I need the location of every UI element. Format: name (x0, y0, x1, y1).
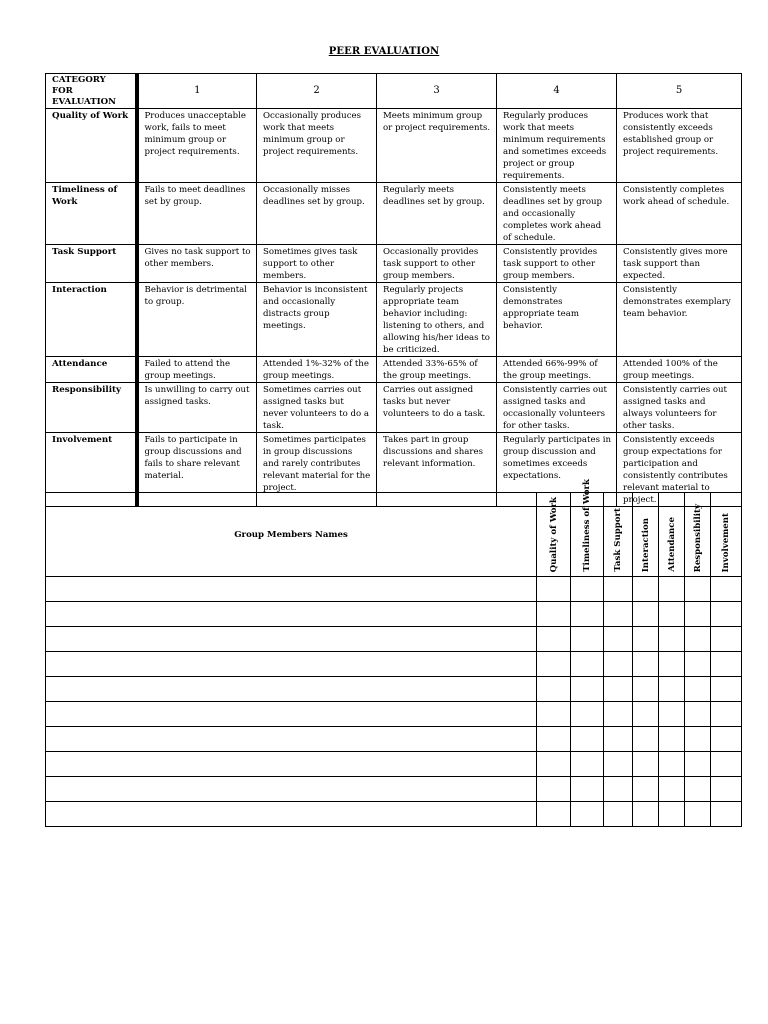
score-cell-attendance[interactable] (659, 702, 685, 727)
score-cell-task-support[interactable] (604, 752, 633, 777)
rubric-header-row (46, 74, 742, 109)
column-label: Task Support (613, 508, 623, 572)
member-row (46, 627, 742, 652)
score-cell-responsibility[interactable] (685, 677, 711, 702)
score-cell-responsibility[interactable] (685, 777, 711, 802)
category-label: Involvement (46, 433, 137, 507)
member-name-cell[interactable] (46, 702, 537, 727)
rubric-cell: Occasionally provides task support to other group members. (377, 245, 497, 283)
score-cell-involvement[interactable] (711, 702, 742, 727)
score-cell-interaction[interactable] (633, 602, 659, 627)
member-row (46, 677, 742, 702)
score-cell-timeliness-of-work[interactable] (571, 752, 604, 777)
column-header-task-support (604, 493, 633, 577)
score-header-2: 2 (257, 74, 377, 109)
member-name-cell[interactable] (46, 677, 537, 702)
score-cell-attendance[interactable] (659, 727, 685, 752)
score-cell-quality-of-work[interactable] (537, 777, 571, 802)
column-header-interaction (633, 493, 659, 577)
member-name-cell[interactable] (46, 652, 537, 677)
score-header-1: 1 (137, 74, 257, 109)
score-cell-timeliness-of-work[interactable] (571, 627, 604, 652)
member-name-cell[interactable] (46, 577, 537, 602)
member-row (46, 752, 742, 777)
rubric-cell: Fails to participate in group discussions and fails to share relevant material. (137, 433, 257, 507)
score-cell-timeliness-of-work[interactable] (571, 652, 604, 677)
score-cell-involvement[interactable] (711, 752, 742, 777)
score-cell-quality-of-work[interactable] (537, 577, 571, 602)
rubric-cell: Sometimes carries out assigned tasks but never volunteers to do a task. (257, 383, 377, 433)
rubric-cell: Behavior is detrimental to group. (137, 283, 257, 357)
column-label: Interaction (640, 517, 651, 572)
score-cell-responsibility[interactable] (685, 727, 711, 752)
score-cell-attendance[interactable] (659, 802, 685, 827)
score-cell-attendance[interactable] (659, 602, 685, 627)
rubric-cell: Gives no task support to other members. (137, 245, 257, 283)
score-cell-quality-of-work[interactable] (537, 602, 571, 627)
score-header-5: 5 (617, 74, 742, 109)
category-label: Attendance (46, 357, 137, 383)
rubric-row-timeliness-of-work (46, 183, 742, 245)
rubric-cell: Consistently meets deadlines set by group and occasionally completes work ahead of schedule. (497, 183, 617, 245)
category-label: Interaction (46, 283, 137, 357)
column-label: Timeliness of Work (582, 479, 592, 572)
score-cell-interaction[interactable] (633, 752, 659, 777)
category-label: Quality of Work (46, 109, 137, 183)
rubric-cell: Is unwilling to carry out assigned tasks. (137, 383, 257, 433)
rubric-cell: Occasionally produces work that meets minimum group or project requirements. (257, 109, 377, 183)
rubric-cell: Attended 1%-32% of the group meetings. (257, 357, 377, 383)
member-row (46, 602, 742, 627)
member-name-cell[interactable] (46, 727, 537, 752)
member-name-cell[interactable] (46, 777, 537, 802)
score-cell-involvement[interactable] (711, 777, 742, 802)
score-cell-quality-of-work[interactable] (537, 652, 571, 677)
rubric-cell: Occasionally misses deadlines set by group. (257, 183, 377, 245)
column-header-involvement (711, 493, 742, 577)
category-label: Timeliness of Work (46, 183, 137, 245)
rubric-cell: Consistently carries out assigned tasks and occasionally volunteers for other tasks. (497, 383, 617, 433)
member-row (46, 702, 742, 727)
rubric-cell: Consistently completes work ahead of schedule. (617, 183, 742, 245)
score-cell-quality-of-work[interactable] (537, 727, 571, 752)
score-cell-task-support[interactable] (604, 677, 633, 702)
member-row (46, 802, 742, 827)
rubric-cell: Sometimes gives task support to other members. (257, 245, 377, 283)
score-cell-task-support[interactable] (604, 627, 633, 652)
score-cell-involvement[interactable] (711, 802, 742, 827)
score-cell-responsibility[interactable] (685, 602, 711, 627)
score-cell-interaction[interactable] (633, 627, 659, 652)
score-cell-task-support[interactable] (604, 602, 633, 627)
rubric-cell: Produces unacceptable work, fails to meet minimum group or project requirements. (137, 109, 257, 183)
member-name-cell[interactable] (46, 602, 537, 627)
column-header-responsibility (685, 493, 711, 577)
rubric-row-interaction (46, 283, 742, 357)
score-cell-task-support[interactable] (604, 702, 633, 727)
rubric-cell: Produces work that consistently exceeds established group or project requirements. (617, 109, 742, 183)
score-cell-involvement[interactable] (711, 627, 742, 652)
score-cell-responsibility[interactable] (685, 752, 711, 777)
rubric-cell: Consistently gives more task support than expected. (617, 245, 742, 283)
column-label: Quality of Work (548, 496, 559, 572)
score-cell-attendance[interactable] (659, 752, 685, 777)
column-label: Responsibility (692, 503, 703, 572)
member-name-cell[interactable] (46, 627, 537, 652)
column-label: Involvement (721, 512, 731, 572)
score-cell-task-support[interactable] (604, 802, 633, 827)
rubric-cell: Carries out assigned tasks but never volunteers to do a task. (377, 383, 497, 433)
rubric-cell: Attended 66%-99% of the group meetings. (497, 357, 617, 383)
rubric-cell: Consistently carries out assigned tasks and always volunteers for other tasks. (617, 383, 742, 433)
score-cell-task-support[interactable] (604, 652, 633, 677)
member-row (46, 577, 742, 602)
score-cell-timeliness-of-work[interactable] (571, 702, 604, 727)
score-cell-interaction[interactable] (633, 702, 659, 727)
score-cell-interaction[interactable] (633, 727, 659, 752)
score-cell-interaction[interactable] (633, 802, 659, 827)
member-row (46, 727, 742, 752)
rubric-cell: Fails to meet deadlines set by group. (137, 183, 257, 245)
score-cell-involvement[interactable] (711, 677, 742, 702)
score-cell-responsibility[interactable] (685, 627, 711, 652)
score-cell-responsibility[interactable] (685, 577, 711, 602)
category-label: Responsibility (46, 383, 137, 433)
member-name-cell[interactable] (46, 802, 537, 827)
member-name-cell[interactable] (46, 752, 537, 777)
rubric-cell: Regularly participates in group discussion and sometimes exceeds expectations. (497, 433, 617, 507)
score-cell-task-support[interactable] (604, 777, 633, 802)
score-cell-interaction[interactable] (633, 577, 659, 602)
column-label: Attendance (666, 517, 677, 572)
evaluation-rubric-table (45, 73, 742, 507)
score-cell-quality-of-work[interactable] (537, 752, 571, 777)
score-header-3: 3 (377, 74, 497, 109)
score-cell-involvement[interactable] (711, 652, 742, 677)
score-cell-timeliness-of-work[interactable] (571, 727, 604, 752)
rubric-cell: Regularly projects appropriate team behavior including: listening to others, and allowing his/her ideas to be criticized. (377, 283, 497, 357)
score-cell-timeliness-of-work[interactable] (571, 602, 604, 627)
rubric-cell: Consistently exceeds group expectations for participation and consistently contributes relevant material to project. (617, 433, 742, 507)
score-cell-involvement[interactable] (711, 727, 742, 752)
rubric-cell: Consistently provides task support to other group members. (497, 245, 617, 283)
rubric-row-quality-of-work (46, 109, 742, 183)
score-cell-task-support[interactable] (604, 577, 633, 602)
score-cell-quality-of-work[interactable] (537, 627, 571, 652)
score-cell-involvement[interactable] (711, 577, 742, 602)
score-cell-attendance[interactable] (659, 677, 685, 702)
category-label: Task Support (46, 245, 137, 283)
score-cell-timeliness-of-work[interactable] (571, 777, 604, 802)
rubric-row-task-support (46, 245, 742, 283)
score-cell-responsibility[interactable] (685, 652, 711, 677)
rubric-cell: Attended 100% of the group meetings. (617, 357, 742, 383)
rubric-cell: Attended 33%-65% of the group meetings. (377, 357, 497, 383)
score-cell-quality-of-work[interactable] (537, 702, 571, 727)
score-cell-timeliness-of-work[interactable] (571, 577, 604, 602)
score-cell-interaction[interactable] (633, 677, 659, 702)
score-cell-responsibility[interactable] (685, 702, 711, 727)
column-header-quality-of-work (537, 493, 571, 577)
group-members-table (45, 479, 742, 827)
score-cell-quality-of-work[interactable] (537, 677, 571, 702)
category-header: CATEGORY FOR EVALUATION (46, 74, 137, 109)
score-header-4: 4 (497, 74, 617, 109)
rubric-cell: Consistently demonstrates exemplary team behavior. (617, 283, 742, 357)
column-header-attendance (659, 493, 685, 577)
score-cell-involvement[interactable] (711, 602, 742, 627)
rubric-cell: Behavior is inconsistent and occasionally distracts group meetings. (257, 283, 377, 357)
rubric-row-responsibility (46, 383, 742, 433)
score-cell-interaction[interactable] (633, 652, 659, 677)
score-cell-interaction[interactable] (633, 777, 659, 802)
rubric-cell: Regularly meets deadlines set by group. (377, 183, 497, 245)
score-cell-attendance[interactable] (659, 652, 685, 677)
rubric-cell: Sometimes participates in group discussions and rarely contributes relevant material for the project. (257, 433, 377, 507)
member-row (46, 652, 742, 677)
group-members-names-header: Group Members Names (46, 493, 537, 577)
rubric-cell: Regularly produces work that meets minimum requirements and sometimes exceeds project or group requirements. (497, 109, 617, 183)
score-cell-responsibility[interactable] (685, 802, 711, 827)
score-cell-attendance[interactable] (659, 627, 685, 652)
score-cell-quality-of-work[interactable] (537, 802, 571, 827)
rubric-cell: Takes part in group discussions and shares relevant information. (377, 433, 497, 507)
rubric-cell: Consistently demonstrates appropriate team behavior. (497, 283, 617, 357)
score-cell-task-support[interactable] (604, 727, 633, 752)
rubric-cell: Failed to attend the group meetings. (137, 357, 257, 383)
member-row (46, 777, 742, 802)
score-cell-timeliness-of-work[interactable] (571, 677, 604, 702)
member-rows (46, 577, 742, 827)
column-header-timeliness-of-work (571, 479, 604, 577)
score-cell-attendance[interactable] (659, 577, 685, 602)
rubric-row-attendance (46, 357, 742, 383)
page-title: PEER EVALUATION (328, 46, 440, 57)
score-cell-timeliness-of-work[interactable] (571, 802, 604, 827)
members-header-row (46, 493, 742, 577)
rubric-cell: Meets minimum group or project requirements. (377, 109, 497, 183)
score-cell-attendance[interactable] (659, 777, 685, 802)
